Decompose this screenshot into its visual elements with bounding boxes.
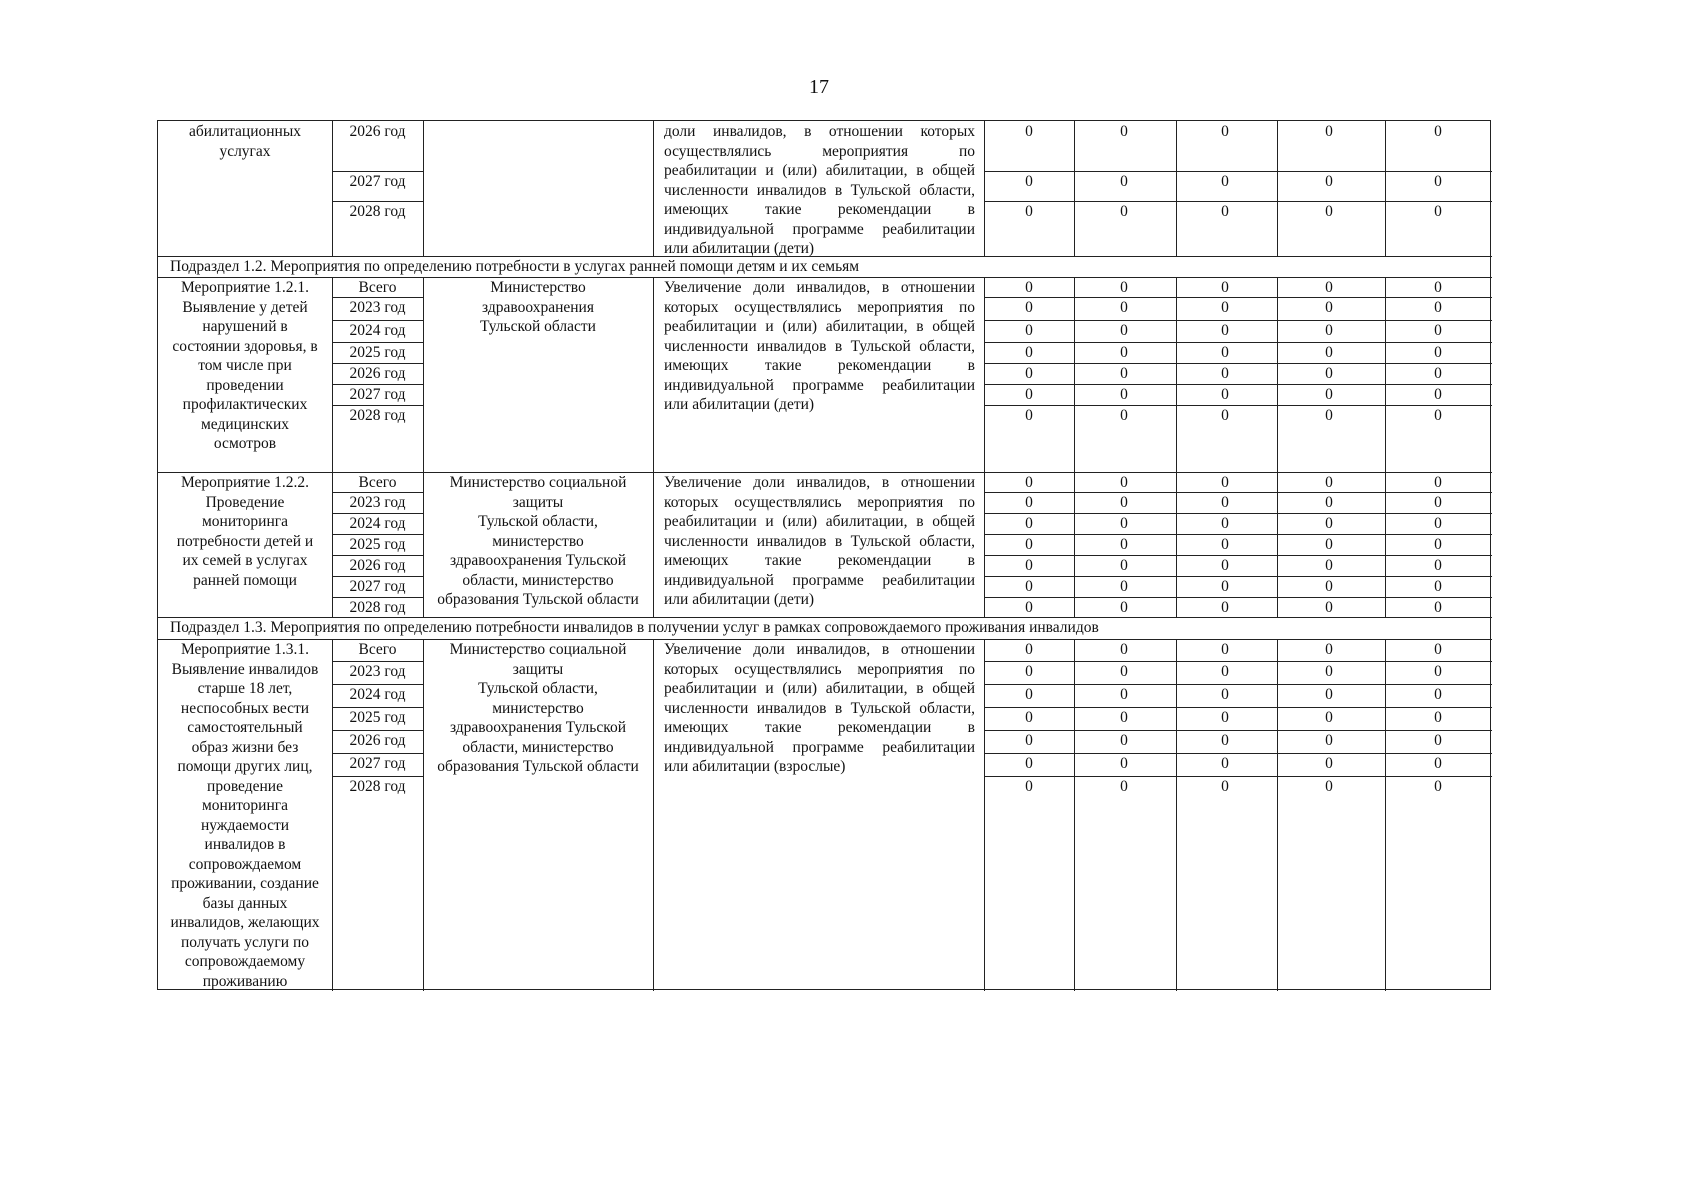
value-cell: 0 — [1434, 365, 1442, 382]
year-label: 2027 год — [349, 578, 406, 595]
executor-line: области, министерство — [462, 738, 614, 756]
activity-line: Проведение — [205, 493, 285, 511]
activity-line: инвалидов, желающих — [170, 914, 320, 931]
activity-line: проживании, создание — [171, 875, 319, 892]
value-cell: 0 — [1325, 641, 1333, 658]
activity-line: Мероприятие 1.2.1. — [180, 279, 310, 296]
activity-line: нарушений в — [202, 318, 288, 335]
value-cell: 0 — [1025, 536, 1033, 553]
activity-line: медицинских — [200, 415, 289, 433]
activity-line: образ жизни без — [191, 738, 299, 756]
value-cell: 0 — [1120, 557, 1128, 574]
value-cell: 0 — [1434, 709, 1442, 726]
activity-line: мониторинга — [201, 513, 289, 530]
value-cell: 0 — [1221, 599, 1229, 616]
indicator-line: индивидуальной программе реабилитации — [664, 738, 975, 756]
activity-line: проведении — [206, 376, 284, 394]
activity-line: абилитационных — [188, 123, 302, 140]
value-cell: 0 — [1325, 599, 1333, 616]
column-divider — [1074, 639, 1075, 991]
value-cell: 0 — [1221, 407, 1229, 424]
value-cell: 0 — [1221, 755, 1229, 772]
indicator-line: Увеличение доли инвалидов, в отношении — [664, 279, 975, 296]
value-cell: 0 — [1025, 344, 1033, 361]
subsection-1-2-title: Подраздел 1.2. Мероприятия по определению потребности в услугах ранней помощи детям и их семьям — [170, 258, 860, 275]
value-cell: 0 — [1120, 599, 1128, 616]
column-divider — [653, 639, 654, 991]
value-cell: 0 — [1221, 732, 1229, 749]
activity-line: мониторинга — [201, 797, 289, 814]
year-label: 2024 год — [349, 322, 406, 339]
column-divider — [984, 639, 985, 991]
activity-line: Мероприятие 1.3.1. — [180, 641, 310, 658]
value-cell: 0 — [1325, 279, 1333, 296]
executor-line: Министерство социальной — [449, 474, 627, 491]
value-cell: 0 — [1120, 407, 1128, 424]
column-divider — [984, 121, 985, 256]
value-cell: 0 — [1025, 299, 1033, 316]
value-cell: 0 — [1434, 778, 1442, 795]
value-cell: 0 — [1325, 663, 1333, 680]
column-divider — [984, 277, 985, 472]
year-label: 2023 год — [349, 299, 406, 316]
year-label: 2026 год — [349, 365, 406, 382]
value-cell: 0 — [1025, 386, 1033, 403]
column-divider — [1385, 639, 1386, 991]
value-cell: 0 — [1025, 494, 1033, 511]
value-cell: 0 — [1325, 407, 1333, 424]
value-cell: 0 — [1025, 515, 1033, 532]
value-cell: 0 — [1434, 557, 1442, 574]
value-cell: 0 — [1120, 641, 1128, 658]
year-label: 2024 год — [349, 686, 406, 703]
activity-line: том числе при — [198, 357, 292, 374]
executor-line: здравоохранения — [482, 298, 594, 316]
value-cell: 0 — [1120, 279, 1128, 296]
value-cell: 0 — [1025, 322, 1033, 339]
value-cell: 0 — [1325, 299, 1333, 316]
year-label: 2023 год — [349, 663, 406, 680]
value-cell: 0 — [1221, 641, 1229, 658]
value-cell: 0 — [1120, 123, 1128, 140]
indicator-line: численности инвалидов в Тульской области, — [664, 181, 975, 199]
value-cell: 0 — [1120, 203, 1128, 220]
indicator-line: реабилитации и (или) абилитации, в общей — [664, 318, 975, 335]
indicator-line: имеющих такие рекомендации в — [664, 357, 975, 374]
value-cell: 0 — [1221, 515, 1229, 532]
measures-table — [157, 120, 1491, 990]
value-cell: 0 — [1434, 123, 1442, 140]
value-cell: 0 — [1434, 578, 1442, 595]
year-label: 2026 год — [349, 123, 406, 140]
executor-line: образования Тульской области — [437, 758, 639, 775]
value-cell: 0 — [1221, 365, 1229, 382]
executor-line: министерство — [492, 532, 584, 550]
value-cell: 0 — [1025, 663, 1033, 680]
value-cell: 0 — [1434, 755, 1442, 772]
indicator-line: имеющих такие рекомендации в — [664, 201, 975, 218]
value-cell: 0 — [1120, 386, 1128, 403]
column-divider — [423, 472, 424, 617]
value-cell: 0 — [1025, 732, 1033, 749]
column-divider — [1074, 277, 1075, 472]
value-cell: 0 — [1434, 279, 1442, 296]
activity-line: услугах — [219, 142, 271, 160]
indicator-line: или абилитации (дети) — [664, 396, 815, 413]
page-number: 17 — [809, 76, 829, 98]
value-cell: 0 — [1025, 578, 1033, 595]
column-divider — [423, 639, 424, 991]
activity-line: профилактических — [182, 396, 308, 413]
year-label: Всего — [358, 279, 397, 296]
value-cell: 0 — [1120, 344, 1128, 361]
column-divider — [1385, 277, 1386, 472]
value-cell: 0 — [1434, 494, 1442, 511]
indicator-line: или абилитации (взрослые) — [664, 758, 846, 775]
column-divider — [1385, 121, 1386, 256]
value-cell: 0 — [1325, 203, 1333, 220]
indicator-line: которых осуществлялись мероприятия по — [664, 493, 975, 511]
activity-line: Выявление у детей — [182, 298, 308, 316]
value-cell: 0 — [1120, 709, 1128, 726]
value-cell: 0 — [1434, 663, 1442, 680]
value-cell: 0 — [1221, 344, 1229, 361]
value-cell: 0 — [1325, 474, 1333, 491]
value-cell: 0 — [1221, 578, 1229, 595]
value-cell: 0 — [1325, 322, 1333, 339]
value-cell: 0 — [1325, 344, 1333, 361]
activity-line: самостоятельный — [187, 719, 303, 736]
value-cell: 0 — [1120, 365, 1128, 382]
year-label: 2027 год — [349, 386, 406, 403]
indicator-line: реабилитации и (или) абилитации, в общей — [664, 513, 975, 530]
value-cell: 0 — [1434, 474, 1442, 491]
indicator-line: осуществлялись мероприятия по — [664, 142, 975, 160]
indicator-line: которых осуществлялись мероприятия по — [664, 298, 975, 316]
value-cell: 0 — [1434, 173, 1442, 190]
activity-line: нуждаемости — [200, 816, 290, 834]
activity-line: ранней помощи — [193, 571, 297, 589]
activity-line: получать услуги по — [180, 933, 309, 951]
column-divider — [1176, 277, 1177, 472]
indicator-line: численности инвалидов в Тульской области, — [664, 532, 975, 550]
value-cell: 0 — [1221, 173, 1229, 190]
indicator-line: имеющих такие рекомендации в — [664, 552, 975, 569]
activity-line: сопровождаемом — [188, 855, 302, 873]
value-cell: 0 — [1120, 536, 1128, 553]
value-cell: 0 — [1325, 755, 1333, 772]
activity-line: потребности детей и — [176, 532, 314, 550]
indicator-line: численности инвалидов в Тульской области, — [664, 337, 975, 355]
column-divider — [1277, 121, 1278, 256]
indicator-line: Увеличение доли инвалидов, в отношении — [664, 474, 975, 491]
executor-line: защиты — [512, 660, 564, 678]
indicator-line: индивидуальной программе реабилитации — [664, 571, 975, 589]
value-cell: 0 — [1221, 474, 1229, 491]
value-cell: 0 — [1325, 515, 1333, 532]
value-cell: 0 — [1120, 578, 1128, 595]
value-cell: 0 — [1120, 299, 1128, 316]
value-cell: 0 — [1025, 203, 1033, 220]
indicator-line: реабилитации и (или) абилитации, в общей — [664, 162, 975, 179]
column-divider — [423, 277, 424, 472]
column-divider — [984, 472, 985, 617]
column-divider — [423, 121, 424, 256]
value-cell: 0 — [1120, 732, 1128, 749]
value-cell: 0 — [1325, 386, 1333, 403]
value-cell: 0 — [1120, 778, 1128, 795]
activity-line: помощи других лиц, — [177, 758, 313, 775]
value-cell: 0 — [1120, 686, 1128, 703]
year-label: 2025 год — [349, 536, 406, 553]
value-cell: 0 — [1025, 755, 1033, 772]
value-cell: 0 — [1325, 494, 1333, 511]
year-label: 2028 год — [349, 407, 406, 424]
executor-line: Тульской области — [480, 318, 596, 335]
value-cell: 0 — [1434, 515, 1442, 532]
year-label: 2028 год — [349, 778, 406, 795]
activity-line: старше 18 лет, — [197, 680, 293, 697]
activity-line: базы данных — [202, 894, 288, 912]
value-cell: 0 — [1221, 322, 1229, 339]
column-divider — [653, 472, 654, 617]
value-cell: 0 — [1434, 599, 1442, 616]
value-cell: 0 — [1025, 407, 1033, 424]
value-cell: 0 — [1120, 322, 1128, 339]
indicator-line: или абилитации (дети) — [664, 240, 815, 257]
value-cell: 0 — [1221, 709, 1229, 726]
executor-line: Тульской области, — [478, 513, 598, 530]
value-cell: 0 — [1221, 279, 1229, 296]
year-label: 2026 год — [349, 732, 406, 749]
value-cell: 0 — [1025, 686, 1033, 703]
indicator-line: индивидуальной программе реабилитации — [664, 376, 975, 394]
column-divider — [1277, 472, 1278, 617]
indicator-line: численности инвалидов в Тульской области, — [664, 699, 975, 717]
value-cell: 0 — [1434, 536, 1442, 553]
column-divider — [1074, 121, 1075, 256]
executor-line: здравоохранения Тульской — [449, 552, 627, 569]
value-cell: 0 — [1025, 709, 1033, 726]
year-label: Всего — [358, 641, 397, 658]
value-cell: 0 — [1434, 407, 1442, 424]
executor-line: образования Тульской области — [437, 591, 639, 608]
indicator-line: которых осуществлялись мероприятия по — [664, 660, 975, 678]
activity-line: их семей в услугах — [182, 552, 308, 569]
activity-line: Мероприятие 1.2.2. — [180, 474, 310, 491]
value-cell: 0 — [1221, 536, 1229, 553]
indicator-line: Увеличение доли инвалидов, в отношении — [664, 641, 975, 658]
activity-line: сопровождаемому — [184, 953, 306, 970]
value-cell: 0 — [1221, 686, 1229, 703]
value-cell: 0 — [1221, 203, 1229, 220]
value-cell: 0 — [1221, 663, 1229, 680]
year-label: 2024 год — [349, 515, 406, 532]
indicator-line: доли инвалидов, в отношении которых — [664, 123, 975, 140]
year-label: 2023 год — [349, 494, 406, 511]
indicator-line: имеющих такие рекомендации в — [664, 719, 975, 736]
year-label: 2028 год — [349, 599, 406, 616]
subsection-1-3-title: Подраздел 1.3. Мероприятия по определению потребности инвалидов в получении услуг в рамках сопровождаемого проживания инвалидов — [170, 619, 1099, 636]
value-cell: 0 — [1325, 709, 1333, 726]
value-cell: 0 — [1325, 123, 1333, 140]
value-cell: 0 — [1325, 578, 1333, 595]
value-cell: 0 — [1434, 641, 1442, 658]
column-divider — [1277, 639, 1278, 991]
executor-line: Тульской области, — [478, 680, 598, 697]
value-cell: 0 — [1434, 322, 1442, 339]
executor-line: защиты — [512, 493, 564, 511]
value-cell: 0 — [1434, 732, 1442, 749]
value-cell: 0 — [1025, 599, 1033, 616]
value-cell: 0 — [1221, 494, 1229, 511]
value-cell: 0 — [1025, 641, 1033, 658]
block-border — [158, 617, 1492, 618]
value-cell: 0 — [1025, 173, 1033, 190]
value-cell: 0 — [1325, 686, 1333, 703]
indicator-line: или абилитации (дети) — [664, 591, 815, 608]
column-divider — [653, 277, 654, 472]
column-divider — [1176, 121, 1177, 256]
executor-line: Министерство — [490, 279, 586, 296]
value-cell: 0 — [1221, 299, 1229, 316]
column-divider — [653, 121, 654, 256]
value-cell: 0 — [1120, 173, 1128, 190]
value-cell: 0 — [1221, 386, 1229, 403]
value-cell: 0 — [1434, 386, 1442, 403]
value-cell: 0 — [1325, 365, 1333, 382]
value-cell: 0 — [1434, 203, 1442, 220]
value-cell: 0 — [1025, 365, 1033, 382]
value-cell: 0 — [1221, 778, 1229, 795]
activity-line: проведение — [207, 777, 283, 795]
value-cell: 0 — [1120, 474, 1128, 491]
value-cell: 0 — [1120, 663, 1128, 680]
value-cell: 0 — [1025, 279, 1033, 296]
year-label: 2027 год — [349, 755, 406, 772]
value-cell: 0 — [1325, 173, 1333, 190]
value-cell: 0 — [1025, 474, 1033, 491]
column-divider — [1277, 277, 1278, 472]
activity-line: Выявление инвалидов — [171, 660, 319, 678]
value-cell: 0 — [1025, 123, 1033, 140]
column-divider — [1385, 472, 1386, 617]
value-cell: 0 — [1221, 557, 1229, 574]
value-cell: 0 — [1025, 557, 1033, 574]
column-divider — [1074, 472, 1075, 617]
executor-line: области, министерство — [462, 571, 614, 589]
indicator-line: индивидуальной программе реабилитации — [664, 220, 975, 238]
executor-line: Министерство социальной — [449, 641, 627, 658]
activity-line: осмотров — [213, 435, 277, 452]
column-divider — [1176, 639, 1177, 991]
value-cell: 0 — [1025, 778, 1033, 795]
value-cell: 0 — [1120, 494, 1128, 511]
value-cell: 0 — [1325, 557, 1333, 574]
column-divider — [1176, 472, 1177, 617]
value-cell: 0 — [1434, 686, 1442, 703]
value-cell: 0 — [1434, 344, 1442, 361]
indicator-line: реабилитации и (или) абилитации, в общей — [664, 680, 975, 697]
value-cell: 0 — [1325, 732, 1333, 749]
activity-line: состоянии здоровья, в — [172, 337, 318, 355]
value-cell: 0 — [1221, 123, 1229, 140]
value-cell: 0 — [1325, 778, 1333, 795]
value-cell: 0 — [1120, 515, 1128, 532]
activity-line: неспособных вести — [180, 699, 310, 717]
executor-line: здравоохранения Тульской — [449, 719, 627, 736]
activity-line: проживанию — [202, 972, 288, 990]
year-label: 2027 год — [349, 173, 406, 190]
value-cell: 0 — [1325, 536, 1333, 553]
executor-line: министерство — [492, 699, 584, 717]
activity-line: инвалидов в — [204, 836, 286, 853]
value-cell: 0 — [1120, 755, 1128, 772]
year-label: Всего — [358, 474, 397, 491]
year-label: 2028 год — [349, 203, 406, 220]
value-cell: 0 — [1434, 299, 1442, 316]
block-border — [158, 256, 1492, 257]
year-label: 2026 год — [349, 557, 406, 574]
year-label: 2025 год — [349, 344, 406, 361]
year-label: 2025 год — [349, 709, 406, 726]
